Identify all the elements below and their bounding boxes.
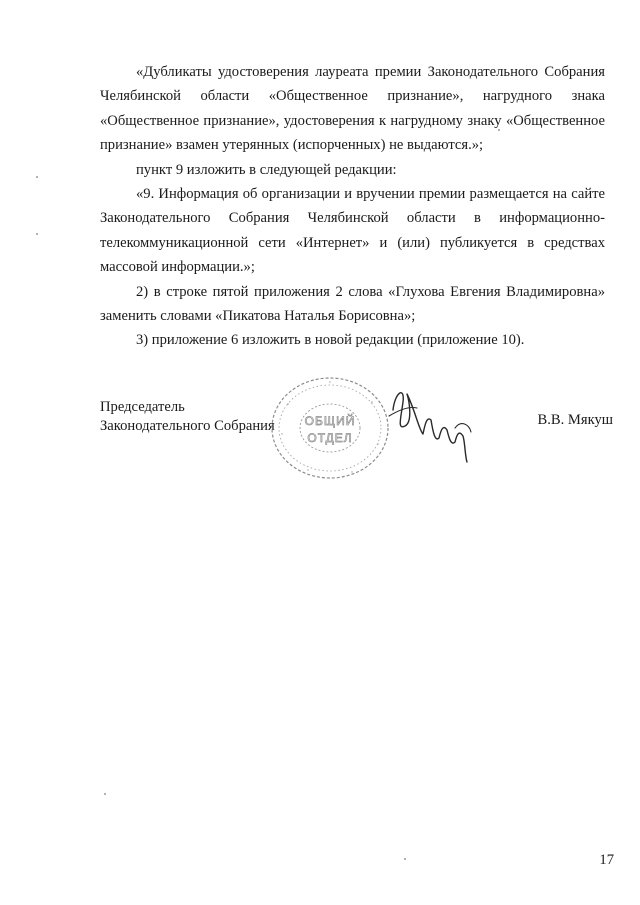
scan-speck bbox=[104, 793, 106, 795]
body-text bbox=[100, 60, 605, 353]
stamp-seal bbox=[268, 374, 392, 482]
page-number: 17 bbox=[599, 852, 614, 868]
stamp-text-top: ОБЩИЙ bbox=[304, 414, 356, 428]
scan-speck bbox=[498, 129, 500, 131]
signatory-title-line1: Председатель bbox=[100, 399, 185, 415]
scan-speck bbox=[404, 858, 406, 860]
signatory-title bbox=[100, 398, 275, 436]
paragraph-amendment-2: 2) в строке пятой приложения 2 слова «Глухова Евгения Владимировна» заменить словами «Пикатова Наталья Борисовна»; bbox=[100, 283, 605, 325]
paragraph-duplicates: «Дубликаты удостоверения лауреата премии Законодательного Собрания Челябинской области «Общественное признание», нагрудного знака «Общественное признание», удостоверения к нагрудному знаку «Общественное признание» взамен утерянных (испорченных) не выдаются.»; bbox=[100, 64, 605, 154]
scan-speck bbox=[36, 176, 38, 178]
scan-speck bbox=[36, 233, 38, 235]
paragraph-item-9-text: «9. Информация об организации и вручении премии размещается на сайте Законодательного Собрания Челябинской области в информационно-телекоммуникационной сети «Интернет» и (или) публикуется в средствах массовой информации.»; bbox=[100, 186, 605, 276]
paragraph-item-9-intro: пункт 9 изложить в следующей редакции: bbox=[136, 161, 397, 178]
signature-block bbox=[0, 380, 640, 490]
paragraph-amendment-3: 3) приложение 6 изложить в новой редакции (приложение 10). bbox=[136, 332, 525, 349]
signatory-title-line2: Законодательного Собрания bbox=[100, 418, 275, 434]
handwritten-signature bbox=[385, 380, 485, 465]
stamp-text-bottom: ОТДЕЛ bbox=[307, 431, 353, 445]
signatory-name: В.В. Мякуш bbox=[537, 412, 613, 428]
